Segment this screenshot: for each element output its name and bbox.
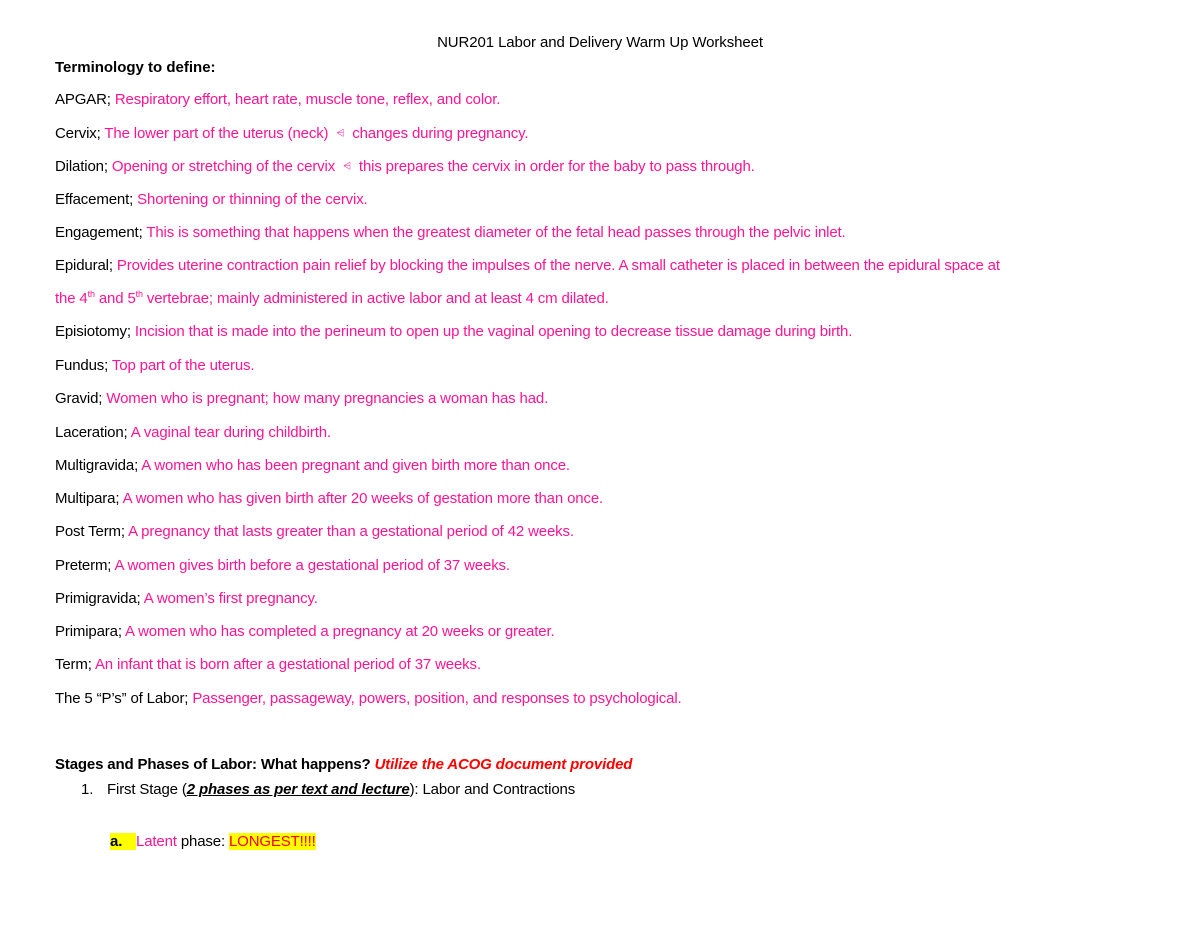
term-definition: Top part of the uterus. <box>108 357 255 374</box>
stage-emphasis: 2 phases as per text and lecture <box>186 781 410 798</box>
ordinal-suffix: th <box>135 289 143 299</box>
term-label: APGAR; <box>55 91 111 108</box>
term-definition: Provides uterine contraction pain relief by blocking the impulses of the nerve. A small catheter is placed in between the epidural space at <box>112 257 1000 274</box>
epidural-text: vertebrae; mainly administered in active labor and at least 4 cm dilated. <box>142 290 609 307</box>
term-label: Laceration; <box>55 424 128 441</box>
term-row-epidural <box>55 257 1000 274</box>
term-row-dilation <box>55 158 755 175</box>
term-definition: Respiratory effort, heart rate, muscle tone, reflex, and color. <box>110 91 501 108</box>
term-definition-continued: this prepares the cervix in order for the baby to pass through. <box>358 158 755 175</box>
term-label: Multigravida; <box>55 457 139 474</box>
term-row-engagement <box>55 224 846 241</box>
term-row-term <box>55 656 481 673</box>
term-row-effacement <box>55 191 368 208</box>
term-definition: A women who has given birth after 20 weeks of gestation more than once. <box>119 490 604 507</box>
term-row-multigravida <box>55 457 570 474</box>
term-label: Episiotomy; <box>55 323 131 340</box>
term-definition-continued: changes during pregnancy. <box>352 125 529 142</box>
arrow-icon: ⩤ <box>336 128 345 139</box>
term-definition: Incision that is made into the perineum to open up the vaginal opening to decrease tissue damage during birth. <box>130 323 853 340</box>
term-row-cervix <box>55 125 528 142</box>
term-row-primipara <box>55 623 555 640</box>
stage-label: First Stage ( <box>107 781 187 798</box>
term-definition: An infant that is born after a gestational period of 37 weeks. <box>91 656 481 673</box>
acog-note: Utilize the ACOG document provided <box>374 756 633 773</box>
term-definition: A women’s first pregnancy. <box>140 590 318 607</box>
term-row-episiotomy <box>55 323 852 340</box>
term-label: Primigravida; <box>55 590 141 607</box>
ordinal-suffix: th <box>87 289 95 299</box>
term-label: Epidural; <box>55 257 113 274</box>
term-row-post-term <box>55 523 574 540</box>
term-label: Dilation; <box>55 158 108 175</box>
term-row-epidural-continued <box>55 290 609 307</box>
term-row-multipara <box>55 490 603 507</box>
term-row-five-ps <box>55 690 682 707</box>
term-label: Multipara; <box>55 490 120 507</box>
term-row-apgar <box>55 91 500 108</box>
list-number: 1. <box>81 781 94 798</box>
term-label: The 5 “P’s” of Labor; <box>55 690 189 707</box>
term-label: Gravid; <box>55 390 103 407</box>
stages-heading: Stages and Phases of Labor: What happens? <box>55 756 371 773</box>
list-letter: a. <box>110 833 136 850</box>
stage-item-first <box>81 781 575 798</box>
phase-label: phase: <box>176 833 229 850</box>
stage-subitem-latent <box>110 833 316 850</box>
terminology-heading: Terminology to define: <box>55 59 216 76</box>
term-row-laceration <box>55 424 331 441</box>
arrow-icon: ⩤ <box>343 161 351 172</box>
term-row-primigravida <box>55 590 318 607</box>
term-definition: Shortening or thinning of the cervix. <box>133 191 368 208</box>
term-label: Post Term; <box>55 523 125 540</box>
term-label: Primipara; <box>55 623 122 640</box>
epidural-text: and 5 <box>94 290 136 307</box>
term-row-preterm <box>55 557 510 574</box>
phase-name: Latent <box>136 833 177 850</box>
term-label: Cervix; <box>55 125 101 142</box>
term-definition: Opening or stretching of the cervix <box>107 158 336 175</box>
term-definition: A women who has completed a pregnancy at 20 weeks or greater. <box>121 623 555 640</box>
term-row-gravid <box>55 390 548 407</box>
document-title: NUR201 Labor and Delivery Warm Up Worksheet <box>437 34 763 51</box>
term-row-fundus <box>55 357 254 374</box>
term-label: Effacement; <box>55 191 134 208</box>
term-label: Preterm; <box>55 557 112 574</box>
term-definition: A women who has been pregnant and given birth more than once. <box>138 457 570 474</box>
term-definition: Passenger, passageway, powers, position, and responses to psychological. <box>188 690 682 707</box>
term-definition: The lower part of the uterus (neck) <box>100 125 329 142</box>
term-label: Term; <box>55 656 92 673</box>
term-definition: This is something that happens when the greatest diameter of the fetal head passes through the pelvic inlet. <box>142 224 846 241</box>
term-definition: Women who is pregnant; how many pregnancies a woman has had. <box>102 390 549 407</box>
term-definition: A pregnancy that lasts greater than a gestational period of 42 weeks. <box>124 523 574 540</box>
term-label: Fundus; <box>55 357 109 374</box>
term-label: Engagement; <box>55 224 143 241</box>
epidural-text: the 4 <box>55 290 88 307</box>
term-definition: A vaginal tear during childbirth. <box>127 424 331 441</box>
term-definition: A women gives birth before a gestational period of 37 weeks. <box>111 557 510 574</box>
stage-label-continued: ): Labor and Contractions <box>409 781 576 798</box>
longest-highlight: LONGEST!!!! <box>228 833 316 850</box>
stages-heading-row <box>55 756 632 773</box>
